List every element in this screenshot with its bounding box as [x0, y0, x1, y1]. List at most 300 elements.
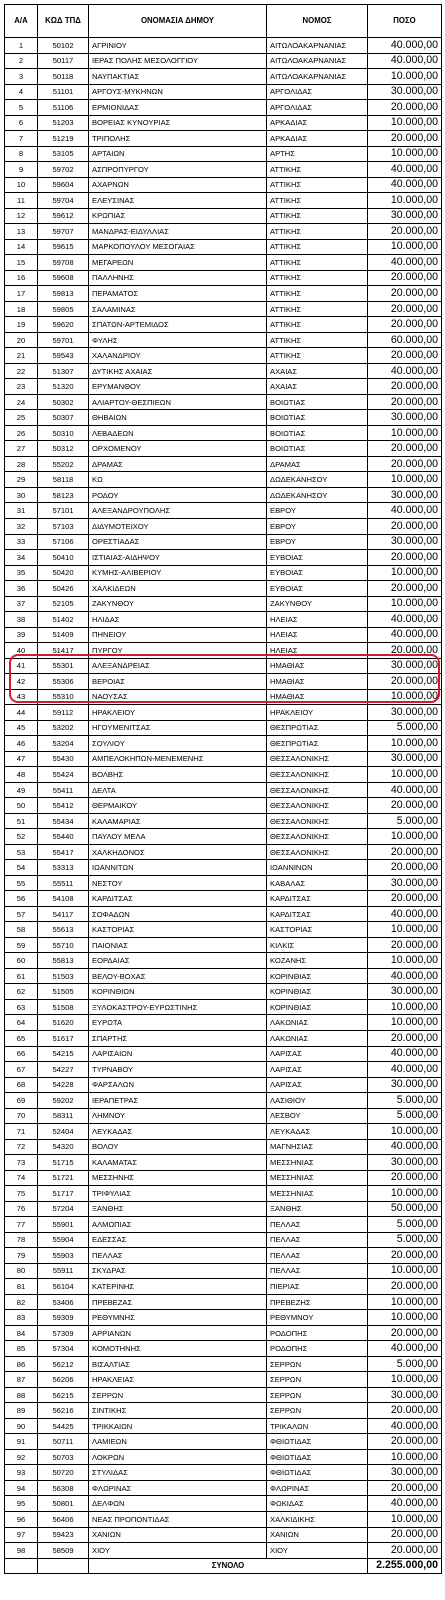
table-row	[5, 1062, 442, 1078]
row-number: 98	[5, 1543, 38, 1559]
table-row	[5, 674, 442, 690]
row-number: 64	[5, 1015, 38, 1031]
municipality-name: ΝΕΑΣ ΠΡΟΠΟΝΤΙΔΑΣ	[89, 1511, 267, 1527]
municipality-name: ΧΑΛΑΝΔΡΙΟΥ	[89, 348, 267, 364]
table-row	[5, 937, 442, 953]
municipality-code: 51101	[38, 84, 89, 100]
row-number: 4	[5, 84, 38, 100]
municipality-name: ΒΟΛΟΥ	[89, 1139, 267, 1155]
municipality-code: 59202	[38, 1093, 89, 1109]
municipality-code: 51620	[38, 1015, 89, 1031]
municipality-name: ΚΑΡΔΙΤΣΑΣ	[89, 891, 267, 907]
municipality-name: ΘΗΒΑΙΩΝ	[89, 410, 267, 426]
table-row	[5, 1325, 442, 1341]
row-number: 11	[5, 193, 38, 209]
municipality-code: 55511	[38, 875, 89, 891]
amount-value: 40.000,00	[368, 1046, 442, 1062]
row-number: 37	[5, 596, 38, 612]
municipality-code: 59704	[38, 193, 89, 209]
municipality-code: 56406	[38, 1511, 89, 1527]
amount-value: 5.000,00	[368, 813, 442, 829]
amount-value: 20.000,00	[368, 1434, 442, 1450]
municipality-code: 50118	[38, 69, 89, 85]
prefecture-name: ΑΤΤΙΚΗΣ	[267, 270, 368, 286]
row-number: 7	[5, 131, 38, 147]
table-row	[5, 1093, 442, 1109]
row-number: 26	[5, 425, 38, 441]
municipality-name: ΙΣΤΙΑΙΑΣ-ΑΙΔΗΨΟΥ	[89, 550, 267, 566]
row-number: 27	[5, 441, 38, 457]
municipality-name: ΣΟΥΛΙΟΥ	[89, 736, 267, 752]
municipality-code: 51320	[38, 379, 89, 395]
municipality-code: 59702	[38, 162, 89, 178]
table-row	[5, 162, 442, 178]
table-row	[5, 829, 442, 845]
allocation-table-container	[4, 4, 441, 1574]
row-number: 73	[5, 1155, 38, 1171]
row-number: 44	[5, 705, 38, 721]
municipality-code: 59615	[38, 239, 89, 255]
amount-value: 30.000,00	[368, 984, 442, 1000]
prefecture-name: ΦΘΙΩΤΙΔΑΣ	[267, 1449, 368, 1465]
prefecture-name: ΕΒΡΟΥ	[267, 534, 368, 550]
municipality-code: 50420	[38, 565, 89, 581]
municipality-name: ΟΡΧΟΜΕΝΟΥ	[89, 441, 267, 457]
municipality-name: ΑΛΙΑΡΤΟΥ-ΘΕΣΠΙΕΩΝ	[89, 394, 267, 410]
prefecture-name: ΚΟΡΙΝΘΙΑΣ	[267, 984, 368, 1000]
municipality-code: 53105	[38, 146, 89, 162]
municipality-code: 59620	[38, 317, 89, 333]
prefecture-name: ΦΘΙΩΤΙΔΑΣ	[267, 1465, 368, 1481]
prefecture-name: ΑΤΤΙΚΗΣ	[267, 317, 368, 333]
row-number: 33	[5, 534, 38, 550]
prefecture-name: ΘΕΣΣΑΛΟΝΙΚΗΣ	[267, 813, 368, 829]
municipality-name: ΑΛΜΩΠΙΑΣ	[89, 1217, 267, 1233]
table-row	[5, 53, 442, 69]
municipality-code: 54117	[38, 906, 89, 922]
municipality-code: 54228	[38, 1077, 89, 1093]
row-number: 3	[5, 69, 38, 85]
table-row	[5, 1263, 442, 1279]
municipality-name: ΣΑΛΑΜΙΝΑΣ	[89, 301, 267, 317]
municipality-name: ΒΟΡΕΙΑΣ ΚΥΝΟΥΡΙΑΣ	[89, 115, 267, 131]
row-number: 67	[5, 1062, 38, 1078]
row-number: 1	[5, 38, 38, 54]
row-number: 82	[5, 1294, 38, 1310]
prefecture-name: ΘΕΣΠΡΩΤΙΑΣ	[267, 720, 368, 736]
municipality-name: ΡΟΔΟΥ	[89, 487, 267, 503]
municipality-name: ΣΠΑΤΩΝ-ΑΡΤΕΜΙΔΟΣ	[89, 317, 267, 333]
municipality-code: 59112	[38, 705, 89, 721]
municipality-name: ΗΓΟΥΜΕΝΙΤΣΑΣ	[89, 720, 267, 736]
prefecture-name: ΛΑΡΙΣΑΣ	[267, 1062, 368, 1078]
prefecture-name: ΠΕΛΛΑΣ	[267, 1217, 368, 1233]
prefecture-name: ΕΥΒΟΙΑΣ	[267, 581, 368, 597]
row-number: 16	[5, 270, 38, 286]
amount-value: 40.000,00	[368, 627, 442, 643]
total-empty-cell	[38, 1558, 89, 1574]
amount-value: 20.000,00	[368, 301, 442, 317]
municipality-code: 51417	[38, 643, 89, 659]
municipality-code: 56212	[38, 1356, 89, 1372]
municipality-code: 59423	[38, 1527, 89, 1543]
municipality-name: ΤΡΙΠΟΛΗΣ	[89, 131, 267, 147]
amount-value: 40.000,00	[368, 255, 442, 271]
amount-value: 30.000,00	[368, 751, 442, 767]
municipality-code: 56104	[38, 1279, 89, 1295]
header-aa: Α/Α	[5, 5, 38, 38]
municipality-code: 59604	[38, 177, 89, 193]
row-number: 18	[5, 301, 38, 317]
row-number: 80	[5, 1263, 38, 1279]
municipality-name: ΞΑΝΘΗΣ	[89, 1201, 267, 1217]
prefecture-name: ΡΕΘΥΜΝΟΥ	[267, 1310, 368, 1326]
municipality-code: 58509	[38, 1543, 89, 1559]
prefecture-name: ΣΕΡΡΩΝ	[267, 1403, 368, 1419]
municipality-code: 55613	[38, 922, 89, 938]
amount-value: 10.000,00	[368, 953, 442, 969]
table-row	[5, 441, 442, 457]
table-row	[5, 1372, 442, 1388]
municipality-code: 55202	[38, 456, 89, 472]
table-row	[5, 906, 442, 922]
municipality-code: 55901	[38, 1217, 89, 1233]
table-row	[5, 736, 442, 752]
municipality-code: 55430	[38, 751, 89, 767]
row-number: 38	[5, 612, 38, 628]
header-amount: ΠΟΣΟ	[368, 5, 442, 38]
prefecture-name: ΑΡΤΗΣ	[267, 146, 368, 162]
municipality-name: ΣΙΝΤΙΚΗΣ	[89, 1403, 267, 1419]
table-row	[5, 394, 442, 410]
row-number: 91	[5, 1434, 38, 1450]
municipality-code: 53313	[38, 860, 89, 876]
table-row	[5, 565, 442, 581]
prefecture-name: ΛΑΚΩΝΙΑΣ	[267, 1031, 368, 1047]
row-number: 51	[5, 813, 38, 829]
amount-value: 10.000,00	[368, 736, 442, 752]
municipality-name: ΣΚΥΔΡΑΣ	[89, 1263, 267, 1279]
row-number: 87	[5, 1372, 38, 1388]
municipality-name: ΣΤΥΛΙΔΑΣ	[89, 1465, 267, 1481]
row-number: 48	[5, 767, 38, 783]
municipality-code: 57309	[38, 1325, 89, 1341]
municipality-code: 57103	[38, 518, 89, 534]
amount-value: 5.000,00	[368, 720, 442, 736]
prefecture-name: ΑΤΤΙΚΗΣ	[267, 177, 368, 193]
table-row	[5, 286, 442, 302]
municipality-name: ΕΥΡΩΤΑ	[89, 1015, 267, 1031]
amount-value: 20.000,00	[368, 131, 442, 147]
prefecture-name: ΠΕΛΛΑΣ	[267, 1232, 368, 1248]
municipality-name: ΖΑΚΥΝΘΟΥ	[89, 596, 267, 612]
row-number: 72	[5, 1139, 38, 1155]
municipality-code: 54227	[38, 1062, 89, 1078]
table-row	[5, 1186, 442, 1202]
row-number: 63	[5, 999, 38, 1015]
amount-value: 20.000,00	[368, 860, 442, 876]
table-row	[5, 1387, 442, 1403]
prefecture-name: ΜΕΣΣΗΝΙΑΣ	[267, 1170, 368, 1186]
row-number: 29	[5, 472, 38, 488]
municipality-code: 53406	[38, 1294, 89, 1310]
amount-value: 20.000,00	[368, 441, 442, 457]
table-row	[5, 999, 442, 1015]
table-row	[5, 1294, 442, 1310]
row-number: 10	[5, 177, 38, 193]
table-body	[5, 38, 442, 1574]
municipality-name: ΣΟΦΑΔΩΝ	[89, 906, 267, 922]
prefecture-name: ΑΧΑΙΑΣ	[267, 379, 368, 395]
row-number: 13	[5, 224, 38, 240]
municipality-name: ΦΥΛΗΣ	[89, 332, 267, 348]
municipality-name: ΠΑΛΛΗΝΗΣ	[89, 270, 267, 286]
municipality-code: 55911	[38, 1263, 89, 1279]
municipality-code: 59612	[38, 208, 89, 224]
municipality-code: 51106	[38, 100, 89, 116]
amount-value: 20.000,00	[368, 518, 442, 534]
municipality-code: 51402	[38, 612, 89, 628]
table-row	[5, 1496, 442, 1512]
row-number: 61	[5, 968, 38, 984]
amount-value: 10.000,00	[368, 1015, 442, 1031]
prefecture-name: ΜΕΣΣΗΝΙΑΣ	[267, 1155, 368, 1171]
municipality-code: 59701	[38, 332, 89, 348]
prefecture-name: ΕΥΒΟΙΑΣ	[267, 550, 368, 566]
prefecture-name: ΚΟΖΑΝΗΣ	[267, 953, 368, 969]
municipality-name: ΕΡΜΙΟΝΙΔΑΣ	[89, 100, 267, 116]
municipality-code: 50312	[38, 441, 89, 457]
row-number: 92	[5, 1449, 38, 1465]
amount-value: 5.000,00	[368, 1356, 442, 1372]
amount-value: 20.000,00	[368, 224, 442, 240]
prefecture-name: ΗΜΑΘΙΑΣ	[267, 658, 368, 674]
prefecture-name: ΘΕΣΣΑΛΟΝΙΚΗΣ	[267, 767, 368, 783]
municipality-code: 55301	[38, 658, 89, 674]
prefecture-name: ΘΕΣΠΡΩΤΙΑΣ	[267, 736, 368, 752]
row-number: 43	[5, 689, 38, 705]
amount-value: 40.000,00	[368, 177, 442, 193]
amount-value: 20.000,00	[368, 844, 442, 860]
municipality-code: 59805	[38, 301, 89, 317]
row-number: 85	[5, 1341, 38, 1357]
row-number: 14	[5, 239, 38, 255]
table-row	[5, 1248, 442, 1264]
municipality-name: ΑΛΕΞΑΝΔΡΕΙΑΣ	[89, 658, 267, 674]
municipality-name: ΚΥΜΗΣ-ΑΛΙΒΕΡΙΟΥ	[89, 565, 267, 581]
prefecture-name: ΘΕΣΣΑΛΟΝΙΚΗΣ	[267, 798, 368, 814]
table-row	[5, 1139, 442, 1155]
table-row	[5, 844, 442, 860]
table-row	[5, 1449, 442, 1465]
table-row	[5, 596, 442, 612]
table-row	[5, 782, 442, 798]
municipality-code: 51508	[38, 999, 89, 1015]
municipality-name: ΠΕΛΛΑΣ	[89, 1248, 267, 1264]
municipality-code: 59543	[38, 348, 89, 364]
prefecture-name: ΗΡΑΚΛΕΙΟΥ	[267, 705, 368, 721]
municipality-name: ΧΑΝΙΩΝ	[89, 1527, 267, 1543]
amount-value: 20.000,00	[368, 1403, 442, 1419]
amount-value: 20.000,00	[368, 394, 442, 410]
amount-value: 20.000,00	[368, 348, 442, 364]
prefecture-name: ΦΘΙΩΤΙΔΑΣ	[267, 1434, 368, 1450]
table-row	[5, 953, 442, 969]
amount-value: 10.000,00	[368, 922, 442, 938]
municipality-code: 55813	[38, 953, 89, 969]
municipality-name: ΤΡΙΚΚΑΙΩΝ	[89, 1418, 267, 1434]
municipality-name: ΝΕΣΤΟΥ	[89, 875, 267, 891]
row-number: 78	[5, 1232, 38, 1248]
table-row	[5, 1403, 442, 1419]
municipality-code: 52105	[38, 596, 89, 612]
prefecture-name: ΑΤΤΙΚΗΣ	[267, 301, 368, 317]
row-number: 75	[5, 1186, 38, 1202]
amount-value: 30.000,00	[368, 208, 442, 224]
municipality-code: 51717	[38, 1186, 89, 1202]
prefecture-name: ΛΑΡΙΣΑΣ	[267, 1077, 368, 1093]
prefecture-name: ΑΙΤΩΛΟΑΚΑΡΝΑΝΙΑΣ	[267, 38, 368, 54]
table-row	[5, 534, 442, 550]
amount-value: 20.000,00	[368, 937, 442, 953]
table-row	[5, 1108, 442, 1124]
municipality-code: 55903	[38, 1248, 89, 1264]
amount-value: 5.000,00	[368, 1232, 442, 1248]
row-number: 49	[5, 782, 38, 798]
row-number: 89	[5, 1403, 38, 1419]
row-number: 19	[5, 317, 38, 333]
amount-value: 40.000,00	[368, 968, 442, 984]
row-number: 52	[5, 829, 38, 845]
row-number: 74	[5, 1170, 38, 1186]
municipality-code: 50307	[38, 410, 89, 426]
table-row	[5, 1434, 442, 1450]
amount-value: 10.000,00	[368, 1310, 442, 1326]
amount-value: 20.000,00	[368, 1543, 442, 1559]
row-number: 12	[5, 208, 38, 224]
municipality-name: ΑΣΠΡΟΠΥΡΓΟΥ	[89, 162, 267, 178]
table-row	[5, 1527, 442, 1543]
municipality-name: ΕΡΥΜΑΝΘΟΥ	[89, 379, 267, 395]
table-row	[5, 798, 442, 814]
prefecture-name: ΠΕΛΛΑΣ	[267, 1263, 368, 1279]
prefecture-name: ΔΩΔΕΚΑΝΗΣΟΥ	[267, 472, 368, 488]
table-row	[5, 1511, 442, 1527]
municipality-name: ΛΟΚΡΩΝ	[89, 1449, 267, 1465]
municipality-code: 51617	[38, 1031, 89, 1047]
amount-value: 10.000,00	[368, 767, 442, 783]
table-row	[5, 1046, 442, 1062]
amount-value: 10.000,00	[368, 239, 442, 255]
table-row	[5, 1031, 442, 1047]
table-row	[5, 518, 442, 534]
prefecture-name: ΧΙΟΥ	[267, 1543, 368, 1559]
table-row	[5, 38, 442, 54]
amount-value: 20.000,00	[368, 1527, 442, 1543]
header-prefecture: ΝΟΜΟΣ	[267, 5, 368, 38]
prefecture-name: ΑΤΤΙΚΗΣ	[267, 162, 368, 178]
municipality-code: 55310	[38, 689, 89, 705]
municipality-name: ΦΑΡΣΑΛΩΝ	[89, 1077, 267, 1093]
table-row	[5, 612, 442, 628]
table-row	[5, 487, 442, 503]
prefecture-name: ΑΤΤΙΚΗΣ	[267, 332, 368, 348]
municipality-name: ΜΕΣΣΗΝΗΣ	[89, 1170, 267, 1186]
prefecture-name: ΑΡΓΟΛΙΔΑΣ	[267, 100, 368, 116]
municipality-name: ΜΑΡΚΟΠΟΥΛΟΥ ΜΕΣΟΓΑΙΑΣ	[89, 239, 267, 255]
municipality-code: 59707	[38, 224, 89, 240]
amount-value: 20.000,00	[368, 456, 442, 472]
municipality-name: ΟΡΕΣΤΙΑΔΑΣ	[89, 534, 267, 550]
prefecture-name: ΠΡΕΒΕΖΗΣ	[267, 1294, 368, 1310]
row-number: 77	[5, 1217, 38, 1233]
municipality-name: ΗΛΙΔΑΣ	[89, 612, 267, 628]
amount-value: 40.000,00	[368, 38, 442, 54]
municipality-code: 50801	[38, 1496, 89, 1512]
row-number: 40	[5, 643, 38, 659]
municipality-code: 55412	[38, 798, 89, 814]
table-row	[5, 1341, 442, 1357]
prefecture-name: ΞΑΝΘΗΣ	[267, 1201, 368, 1217]
row-number: 24	[5, 394, 38, 410]
row-number: 55	[5, 875, 38, 891]
amount-value: 10.000,00	[368, 1449, 442, 1465]
row-number: 58	[5, 922, 38, 938]
municipality-name: ΑΛΕΞΑΝΔΡΟΥΠΟΛΗΣ	[89, 503, 267, 519]
amount-value: 10.000,00	[368, 193, 442, 209]
municipality-code: 51505	[38, 984, 89, 1000]
row-number: 93	[5, 1465, 38, 1481]
amount-value: 30.000,00	[368, 410, 442, 426]
table-row	[5, 301, 442, 317]
prefecture-name: ΚΑΡΔΙΤΣΑΣ	[267, 891, 368, 907]
row-number: 59	[5, 937, 38, 953]
table-row	[5, 1170, 442, 1186]
prefecture-name: ΣΕΡΡΩΝ	[267, 1387, 368, 1403]
prefecture-name: ΡΟΔΟΠΗΣ	[267, 1325, 368, 1341]
prefecture-name: ΚΑΣΤΟΡΙΑΣ	[267, 922, 368, 938]
table-row	[5, 875, 442, 891]
municipality-code: 50302	[38, 394, 89, 410]
municipality-code: 53204	[38, 736, 89, 752]
amount-value: 40.000,00	[368, 53, 442, 69]
prefecture-name: ΑΙΤΩΛΟΑΚΑΡΝΑΝΙΑΣ	[267, 69, 368, 85]
table-row	[5, 363, 442, 379]
amount-value: 30.000,00	[368, 658, 442, 674]
row-number: 84	[5, 1325, 38, 1341]
municipality-name: ΣΕΡΡΩΝ	[89, 1387, 267, 1403]
prefecture-name: ΛΕΥΚΑΔΑΣ	[267, 1124, 368, 1140]
prefecture-name: ΛΑΣΙΘΙΟΥ	[267, 1093, 368, 1109]
amount-value: 20.000,00	[368, 1170, 442, 1186]
row-number: 96	[5, 1511, 38, 1527]
municipality-name: ΚΑΛΑΜΑΤΑΣ	[89, 1155, 267, 1171]
table-row	[5, 550, 442, 566]
municipality-name: ΠΑΥΛΟΥ ΜΕΛΑ	[89, 829, 267, 845]
municipality-name: ΝΑΥΠΑΚΤΙΑΣ	[89, 69, 267, 85]
municipality-code: 51203	[38, 115, 89, 131]
prefecture-name: ΗΛΕΙΑΣ	[267, 612, 368, 628]
municipality-code: 51409	[38, 627, 89, 643]
municipality-name: ΤΡΙΦΥΛΙΑΣ	[89, 1186, 267, 1202]
table-row	[5, 69, 442, 85]
prefecture-name: ΑΙΤΩΛΟΑΚΑΡΝΑΝΙΑΣ	[267, 53, 368, 69]
amount-value: 20.000,00	[368, 1248, 442, 1264]
municipality-name: ΑΜΠΕΛΟΚΗΠΩΝ-ΜΕΝΕΜΕΝΗΣ	[89, 751, 267, 767]
amount-value: 10.000,00	[368, 115, 442, 131]
row-number: 88	[5, 1387, 38, 1403]
municipality-name: ΔΙΔΥΜΟΤΕΙΧΟΥ	[89, 518, 267, 534]
